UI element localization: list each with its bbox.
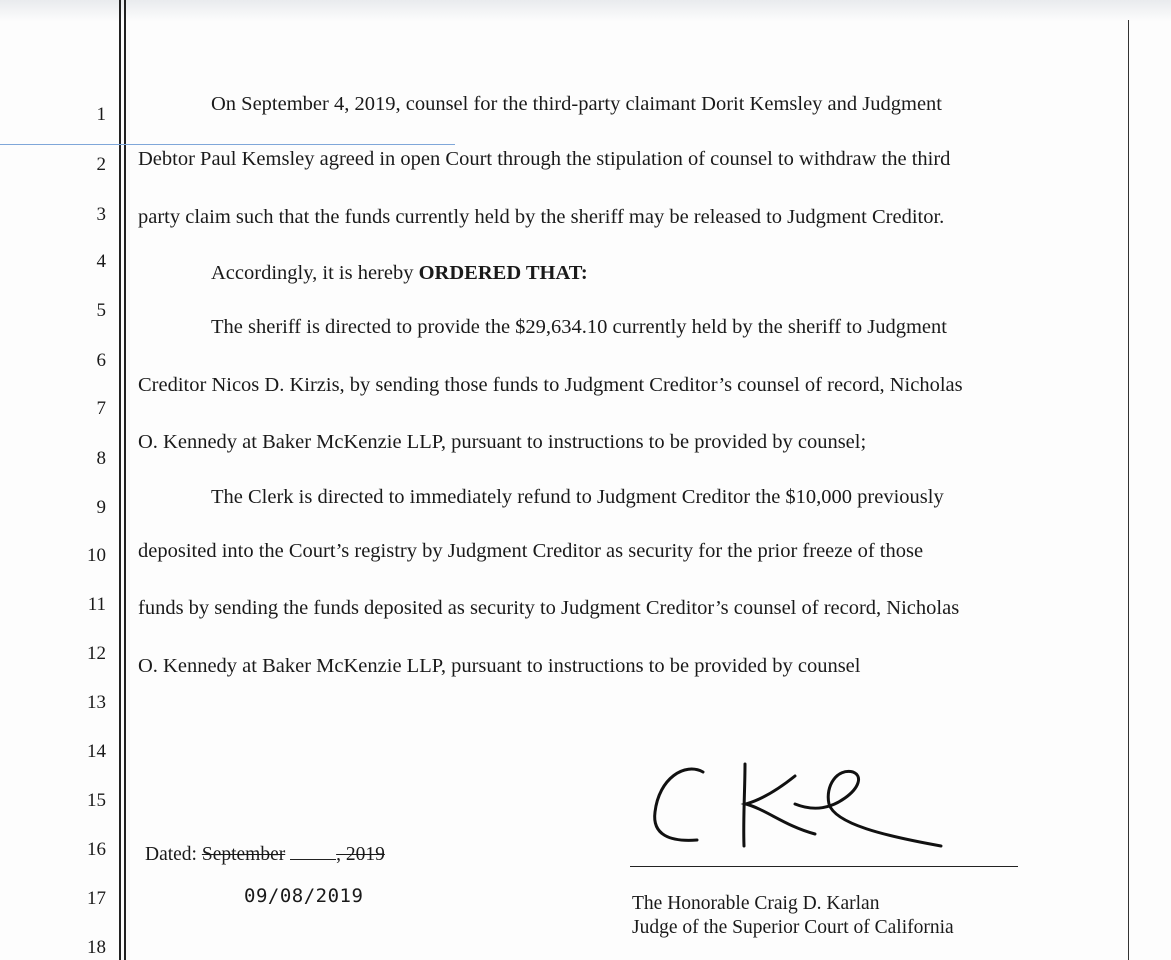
line-number: 18 — [87, 937, 106, 958]
judge-title: Judge of the Superior Court of California — [632, 917, 954, 938]
line-number: 1 — [96, 104, 106, 125]
line-number: 15 — [87, 790, 106, 811]
line-number: 10 — [87, 545, 106, 566]
line-number: 14 — [87, 741, 106, 762]
line-number: 9 — [96, 497, 106, 518]
dated-line — [145, 843, 385, 866]
scan-shadow — [0, 0, 1171, 22]
line-number: 3 — [96, 204, 106, 225]
para2-line2: Creditor Nicos D. Kirzis, by sending those funds to Judgment Creditor’s counsel of record, Nicholas — [138, 374, 963, 396]
para2-line3: O. Kennedy at Baker McKenzie LLP, pursuant to instructions to be provided by counsel; — [138, 431, 867, 453]
right-margin-rule — [1128, 20, 1129, 960]
para2-line1: The sheriff is directed to provide the $29,634.10 currently held by the sheriff to Judgment — [211, 316, 947, 338]
ordered-prefix: Accordingly, it is hereby — [211, 262, 419, 284]
dated-label: Dated: — [145, 844, 202, 865]
struck-month: September — [201, 844, 286, 865]
judge-signature — [645, 760, 955, 860]
line-number: 11 — [87, 594, 106, 615]
para3-line2: deposited into the Court’s registry by Judgment Creditor as security for the prior freeze of those — [138, 540, 924, 562]
line-number: 5 — [96, 300, 106, 321]
line-number: 7 — [96, 398, 106, 419]
struck-year: , 2019 — [336, 844, 385, 865]
line-number: 16 — [87, 839, 106, 860]
date-blank — [290, 843, 336, 860]
line-number: 12 — [87, 643, 106, 664]
ordered-bold: ORDERED THAT: — [418, 262, 588, 284]
para3-line4: O. Kennedy at Baker McKenzie LLP, pursuant to instructions to be provided by counsel — [138, 655, 861, 677]
judge-name: The Honorable Craig D. Karlan — [632, 893, 880, 914]
date-stamp: 09/08/2019 — [244, 885, 364, 907]
para1-line2: Debtor Paul Kemsley agreed in open Court through the stipulation of counsel to withdraw the third — [138, 148, 951, 170]
para1-line1: On September 4, 2019, counsel for the third-party claimant Dorit Kemsley and Judgment — [211, 93, 942, 115]
line-number: 2 — [96, 154, 106, 175]
line-number: 8 — [96, 448, 106, 469]
para1-line3: party claim such that the funds currently held by the sheriff may be released to Judgment Creditor. — [138, 206, 945, 228]
scan-artifact-line — [0, 144, 455, 145]
ordered-line — [211, 262, 588, 285]
line-number: 13 — [87, 692, 106, 713]
para3-line3: funds by sending the funds deposited as security to Judgment Creditor’s counsel of record, Nicholas — [138, 597, 960, 619]
line-number: 6 — [96, 350, 106, 371]
line-number: 17 — [87, 888, 106, 909]
signature-line — [630, 866, 1018, 867]
line-number: 4 — [96, 251, 106, 272]
para3-line1: The Clerk is directed to immediately refund to Judgment Creditor the $10,000 previously — [211, 486, 944, 508]
